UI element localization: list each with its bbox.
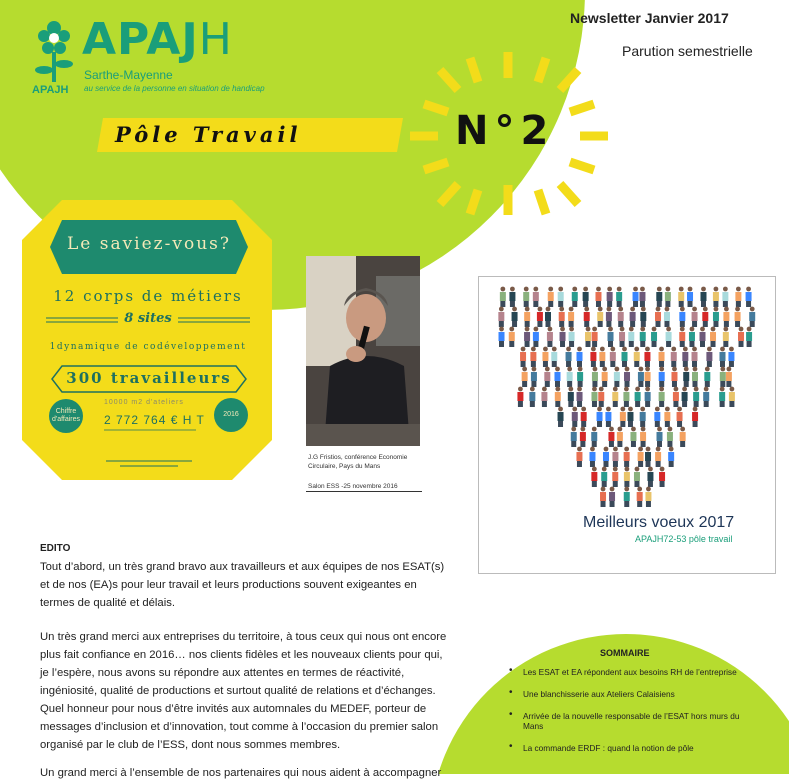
logo-wordmark: APAJH xyxy=(82,14,233,65)
crowd-figure xyxy=(659,387,665,407)
travailleurs-text: 300 travailleurs xyxy=(66,369,232,387)
crowd-figure xyxy=(558,287,564,307)
speaker-photo xyxy=(306,256,420,446)
crowd-figure xyxy=(580,427,586,447)
crowd-figure xyxy=(606,307,612,327)
crowd-figure xyxy=(723,327,729,347)
crowd-figure xyxy=(624,367,630,387)
corps-metiers-text: 12 corps de métiers xyxy=(53,287,243,305)
crowd-figure xyxy=(577,367,583,387)
crowd-figure xyxy=(551,347,557,367)
crowd-figure xyxy=(655,447,661,467)
crowd-figure xyxy=(620,407,626,427)
greeting-subtitle: APAJH72-53 pôle travail xyxy=(635,534,733,544)
crowd-figure xyxy=(592,327,598,347)
edito-paragraph-1: Tout d’abord, un très grand bravo aux travailleurs et aux équipes de nos ESAT(s) et de nos (EA)s pour leur travail et leurs productions souvent exigeantes en termes de qualité et délais. xyxy=(40,561,445,609)
crowd-figure xyxy=(692,307,698,327)
crowd-figure xyxy=(640,407,646,427)
edito-paragraph-3: Un grand merci à l’ensemble de nos partenaires qui nous aident à accompagner xyxy=(40,767,442,779)
crowd-figure xyxy=(498,307,504,327)
crowd-figure xyxy=(679,327,685,347)
crowd-figure xyxy=(647,467,653,487)
crowd-figure xyxy=(682,387,688,407)
crowd-figure xyxy=(630,307,636,327)
crowd-figure xyxy=(659,347,665,367)
crowd-figure xyxy=(746,327,752,347)
crowd-figure xyxy=(610,347,616,367)
crowd-figure xyxy=(530,347,536,367)
logo-small-text: APAJH xyxy=(32,84,69,96)
crowd-figure xyxy=(602,367,608,387)
sommaire-item[interactable]: • Les ESAT et EA répondent aux besoins RH de l’entreprise xyxy=(505,667,755,677)
sommaire-item[interactable]: • Une blanchisserie aux Ateliers Calaisiens xyxy=(505,689,755,699)
crowd-figure xyxy=(568,307,574,327)
crowd-figure xyxy=(559,307,565,327)
crowd-figure xyxy=(710,327,716,347)
crowd-figure xyxy=(627,407,633,427)
crowd-figure xyxy=(567,367,573,387)
crowd-figure xyxy=(560,327,566,347)
crowd-figure xyxy=(591,467,597,487)
crowd-figure xyxy=(634,347,640,367)
year-badge: 2016 xyxy=(214,398,248,432)
newsletter-title: Newsletter Janvier 2017 xyxy=(570,10,729,26)
crowd-figure xyxy=(728,347,734,367)
crowd-figure xyxy=(624,467,630,487)
crowd-figure xyxy=(639,287,645,307)
crowd-figure xyxy=(608,327,614,347)
crowd-figure xyxy=(735,287,741,307)
pole-travail-title: Pôle Travail xyxy=(115,122,302,147)
crowd-figure xyxy=(616,287,622,307)
crowd-figure xyxy=(673,387,679,407)
crowd-figure xyxy=(749,307,755,327)
crowd-figure xyxy=(524,307,530,327)
crowd-figure xyxy=(544,367,550,387)
crowd-figure xyxy=(704,367,710,387)
crowd-figure xyxy=(555,387,561,407)
crowd-figure xyxy=(554,367,560,387)
crowd-figure xyxy=(645,487,651,507)
crowd-figure xyxy=(666,327,672,347)
crowd-figure xyxy=(583,287,589,307)
crowd-figure xyxy=(617,427,623,447)
crowd-figure xyxy=(703,387,709,407)
crowd-figure xyxy=(609,487,615,507)
edito-heading: EDITO xyxy=(40,543,71,554)
surface-text: 10000 m2 d'ateliers xyxy=(104,399,184,406)
crowd-figure xyxy=(713,307,719,327)
crowd-figure xyxy=(635,387,641,407)
flower-logo-icon xyxy=(30,14,78,86)
crowd-figure xyxy=(569,327,575,347)
photo-event: Salon ESS -25 novembre 2016 xyxy=(308,483,398,490)
crowd-figure xyxy=(634,467,640,487)
crowd-figure xyxy=(598,387,604,407)
crowd-figure xyxy=(735,307,741,327)
crowd-figure xyxy=(571,427,577,447)
chiffre-affaires-value: 2 772 764 € H T xyxy=(104,413,205,427)
crowd-figure xyxy=(679,307,685,327)
caption-divider xyxy=(306,491,422,492)
crowd-figure xyxy=(719,347,725,367)
crowd-figure xyxy=(618,307,624,327)
greeting-title: Meilleurs voeux 2017 xyxy=(583,514,735,531)
crowd-figure xyxy=(713,287,719,307)
crowd-figure xyxy=(706,347,712,367)
crowd-figure xyxy=(656,287,662,307)
issue-number: N°2 xyxy=(455,108,555,154)
crowd-figure xyxy=(654,407,660,427)
sommaire-heading: SOMMAIRE xyxy=(600,648,650,658)
crowd-figure xyxy=(547,327,553,347)
crowd-figure xyxy=(612,467,618,487)
crowd-figure xyxy=(644,347,650,367)
crowd-figure xyxy=(576,447,582,467)
crowd-figure xyxy=(537,307,543,327)
crowd-figure xyxy=(659,467,665,487)
crowd-figure xyxy=(603,447,609,467)
crowd-figure xyxy=(533,287,539,307)
crowd-figure xyxy=(509,287,515,307)
crowd-figure xyxy=(612,447,618,467)
crowd-figure xyxy=(683,367,689,387)
crowd-figure xyxy=(633,287,639,307)
crowd-figure xyxy=(638,367,644,387)
crowd-figure xyxy=(628,327,634,347)
crowd-figure xyxy=(651,327,657,347)
crowd-figure xyxy=(585,327,591,347)
crowd-figure xyxy=(700,287,706,307)
crowd-figure xyxy=(522,367,528,387)
crowd-figure xyxy=(640,307,646,327)
crowd-figure xyxy=(687,287,693,307)
crowd-figure xyxy=(640,427,646,447)
dynamique-text: 1dynamique de codéveloppement xyxy=(49,342,247,352)
crowd-figure xyxy=(605,407,611,427)
crowd-figure xyxy=(589,447,595,467)
crowd-figure xyxy=(664,407,670,427)
crowd-figure xyxy=(608,427,614,447)
crowd-figure xyxy=(509,327,515,347)
crowd-figure xyxy=(531,367,537,387)
crowd-figure xyxy=(680,427,686,447)
crowd-figure xyxy=(659,367,665,387)
crowd-figure xyxy=(638,447,644,467)
crowd-figure xyxy=(689,327,695,347)
crowd-figure xyxy=(581,407,587,427)
crowd-figure xyxy=(595,287,601,307)
crowd-figure xyxy=(699,327,705,347)
crowd-figure xyxy=(677,407,683,427)
crowd-figure xyxy=(667,427,673,447)
crowd-figure xyxy=(607,287,613,307)
crowd-figure xyxy=(572,407,578,427)
crowd-figure xyxy=(548,287,554,307)
crowd-figure xyxy=(671,347,677,367)
crowd-figure xyxy=(665,287,671,307)
crowd-figure xyxy=(577,387,583,407)
crowd-figure xyxy=(520,347,526,367)
crowd-figure xyxy=(693,387,699,407)
crowd-figure xyxy=(624,447,630,467)
crowd-figure xyxy=(692,347,698,367)
sites-text: 8 sites xyxy=(124,311,172,326)
crowd-figure xyxy=(597,307,603,327)
crowd-figure xyxy=(558,407,564,427)
crowd-figure xyxy=(577,347,583,367)
sommaire-item[interactable]: • Arrivée de la nouvelle responsable de l’ESAT hors murs du Mans xyxy=(505,711,755,731)
crowd-figure xyxy=(645,367,651,387)
crowd-figure xyxy=(568,387,574,407)
crowd-figure xyxy=(499,327,505,347)
crowd-illustration xyxy=(479,277,775,507)
crowd-figure xyxy=(722,287,728,307)
logo-tagline: au service de la personne en situation de handicap xyxy=(84,84,265,93)
crowd-figure xyxy=(591,387,597,407)
crowd-figure xyxy=(592,367,598,387)
crowd-figure xyxy=(533,327,539,347)
crowd-figure xyxy=(692,407,698,427)
crowd-figure xyxy=(664,307,670,327)
crowd-figure xyxy=(621,347,627,367)
crowd-figure xyxy=(591,427,597,447)
crowd-figure xyxy=(500,287,506,307)
crowd-figure xyxy=(545,307,551,327)
crowd-figure xyxy=(692,367,698,387)
crowd-figure xyxy=(657,427,663,447)
crowd-figure xyxy=(524,327,530,347)
crowd-figure xyxy=(512,307,518,327)
crowd-figure xyxy=(630,427,636,447)
crowd-figure xyxy=(590,347,596,367)
crowd-figure xyxy=(645,447,651,467)
photo-caption: J.G Fristios, conférence Economie Circulaire, Pays du Mans xyxy=(308,454,408,470)
crowd-figure xyxy=(671,367,677,387)
crowd-figure xyxy=(645,387,651,407)
crowd-figure xyxy=(682,347,688,367)
crowd-figure xyxy=(702,307,708,327)
crowd-figure xyxy=(584,307,590,327)
crowd-figure xyxy=(572,287,578,307)
crowd-figure xyxy=(600,487,606,507)
edito-paragraph-2: Un très grand merci aux entreprises du territoire, à tous ceux qui nous ont encore plus fait confiance en 2016… nos clients fidèles et les nouveaux clients pour qui, je l’espère, nous avons su répondre aux attentes en termes de réactivité, ingéniosité, qualité de productions et surtout qualité de relations et d’échanges. Quel honneur pour nous d’être invités aux automnales du MEDEF, porteur de messages d’inclusion et d’innovation, tout comme à l’occasion du premier salon organisé par le club de l’ESS, dont nous sommes membres. xyxy=(40,631,447,751)
crowd-figure xyxy=(529,387,535,407)
crowd-figure xyxy=(726,367,732,387)
crowd-figure xyxy=(566,347,572,367)
crowd-figure xyxy=(678,287,684,307)
crowd-figure xyxy=(723,307,729,327)
crowd-figure xyxy=(517,387,523,407)
logo-region: Sarthe-Mayenne xyxy=(84,68,173,82)
crowd-figure xyxy=(729,387,735,407)
crowd-figure xyxy=(746,287,752,307)
crowd-figure xyxy=(542,347,548,367)
crowd-figure xyxy=(640,327,646,347)
crowd-figure xyxy=(614,367,620,387)
crowd-figure xyxy=(541,387,547,407)
crowd-figure xyxy=(523,287,529,307)
chiffre-affaires-badge: Chiffre d'affaires xyxy=(49,399,83,433)
crowd-figure xyxy=(637,487,643,507)
crowd-figure xyxy=(601,467,607,487)
sommaire-item[interactable]: • La commande ERDF : quand la notion de pôle xyxy=(505,743,755,753)
crowd-figure xyxy=(719,387,725,407)
crowd-figure xyxy=(612,387,618,407)
saviez-vous-heading: Le saviez-vous? xyxy=(66,234,232,254)
crowd-figure xyxy=(738,327,744,347)
crowd-figure xyxy=(597,407,603,427)
crowd-figure xyxy=(720,367,726,387)
crowd-figure xyxy=(655,307,661,327)
crowd-figure xyxy=(623,387,629,407)
crowd-figure xyxy=(619,327,625,347)
crowd-figure xyxy=(624,487,630,507)
crowd-figure xyxy=(599,347,605,367)
parution-text: Parution semestrielle xyxy=(622,43,753,59)
sommaire-list xyxy=(505,667,755,765)
crowd-figure xyxy=(668,447,674,467)
